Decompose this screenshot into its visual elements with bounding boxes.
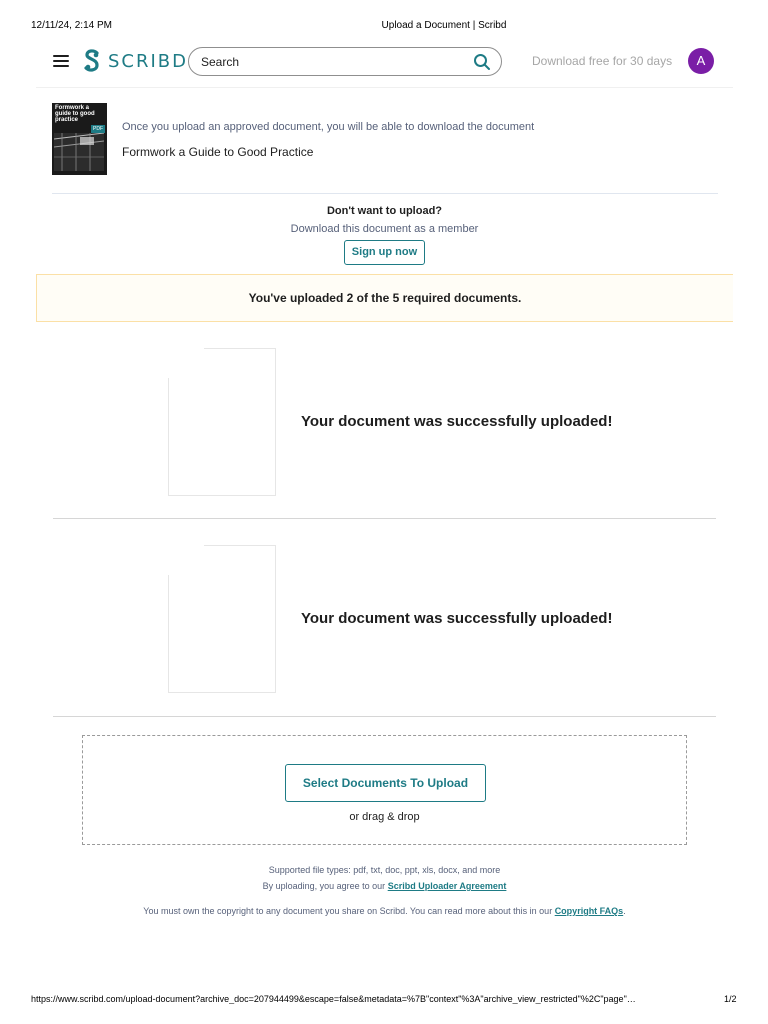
uploader-agreement-text	[36, 881, 733, 891]
uploaded-document	[53, 519, 716, 717]
scribd-logo[interactable]	[82, 49, 188, 73]
avatar[interactable]: A	[688, 48, 714, 74]
print-page-number: 1/2	[724, 994, 737, 1004]
search-input[interactable]	[201, 53, 461, 71]
print-title: Upload a Document | Scribd	[381, 20, 507, 31]
agreement-prefix: By uploading, you agree to our	[262, 881, 388, 891]
member-prompt	[36, 205, 733, 265]
copyright-suffix: .	[623, 906, 626, 916]
print-url: https://www.scribd.com/upload-document?archive_doc=207944499&escape=false&metadata=%7B"context"%3A"archive_view_restricted"%2C"page"…	[31, 994, 636, 1004]
uploaded-document-thumbnail	[168, 545, 276, 693]
uploaded-document-thumbnail	[168, 348, 276, 496]
upload-progress-banner: You've uploaded 2 of the 5 required documents.	[36, 274, 733, 322]
document-title: Formwork a Guide to Good Practice	[122, 145, 314, 159]
pdf-badge: PDF	[93, 126, 103, 132]
copyright-faqs-link[interactable]: Copyright FAQs	[554, 906, 624, 916]
print-date: 12/11/24, 2:14 PM	[31, 20, 112, 31]
uploaded-document	[53, 336, 716, 519]
select-documents-button[interactable]: Select Documents To Upload	[285, 764, 486, 802]
download-free-link[interactable]: Download free for 30 days	[532, 54, 673, 68]
scribd-logo-icon	[82, 49, 102, 73]
upload-success-message: Your document was successfully uploaded!	[301, 413, 613, 430]
copyright-notice	[36, 906, 733, 916]
document-thumbnail	[52, 103, 107, 175]
member-question: Don't want to upload?	[326, 205, 443, 217]
search-box[interactable]	[188, 47, 502, 76]
top-nav	[36, 40, 733, 88]
drag-drop-hint: or drag & drop	[349, 811, 420, 823]
sign-up-button[interactable]: Sign up now	[344, 240, 425, 265]
member-subtitle: Download this document as a member	[290, 223, 479, 235]
upload-success-message: Your document was successfully uploaded!	[301, 610, 613, 627]
uploader-agreement-link[interactable]: Scribd Uploader Agreement	[387, 881, 507, 891]
search-icon[interactable]	[473, 53, 491, 71]
copyright-prefix: You must own the copyright to any document you share on Scribd. You can read more about this in our	[143, 906, 555, 916]
menu-icon[interactable]	[53, 55, 69, 67]
document-note: Once you upload an approved document, you will be able to download the document	[122, 121, 535, 133]
logo-text: SCRIBD	[108, 50, 189, 72]
upload-dropzone[interactable]	[82, 735, 687, 845]
supported-file-types: Supported file types: pdf, txt, doc, ppt, xls, docx, and more	[268, 865, 501, 875]
thumbnail-title: Formwork a guide to good practice	[55, 105, 95, 123]
formwork-image	[54, 133, 104, 171]
document-info	[52, 103, 718, 194]
